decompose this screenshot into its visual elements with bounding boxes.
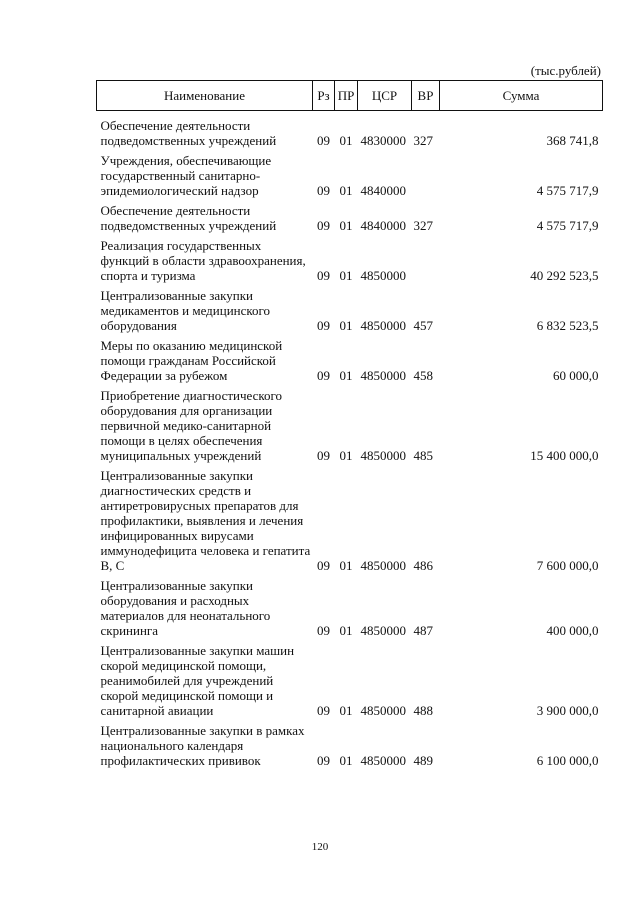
row-rz: 09 [317, 623, 330, 638]
table-row [97, 333, 603, 383]
row-csr: 4850000 [360, 268, 406, 283]
row-pr: 01 [339, 448, 353, 463]
header-row [97, 81, 603, 111]
row-vr: 486 [413, 558, 433, 573]
row-rz: 09 [317, 318, 330, 333]
table-row [97, 233, 603, 283]
row-sum: 7 600 000,0 [536, 558, 599, 573]
row-name: Учреждения, обеспечивающие государственный санитарно-эпидемиологический надзор [100, 153, 272, 198]
row-sum: 6 100 000,0 [536, 753, 599, 768]
row-rz: 09 [317, 218, 330, 233]
row-rz: 09 [317, 368, 330, 383]
row-sum: 40 292 523,5 [530, 268, 599, 283]
row-pr: 01 [339, 218, 353, 233]
row-csr: 4830000 [360, 133, 406, 148]
row-csr: 4850000 [360, 703, 406, 718]
row-rz: 09 [317, 753, 330, 768]
row-name: Приобретение диагностического оборудования для организации первичной медико-санитарной помощи в целях обеспечения муниципальных учреждений [100, 388, 283, 463]
header-vr: ВР [412, 81, 440, 111]
header-rz: Рз [313, 81, 335, 111]
row-vr: 489 [413, 753, 433, 768]
row-vr [412, 233, 440, 283]
table-row [97, 111, 603, 149]
table-row [97, 463, 603, 573]
table-row [97, 718, 603, 768]
table-row [97, 148, 603, 198]
row-sum: 3 900 000,0 [536, 703, 599, 718]
row-vr: 485 [413, 448, 433, 463]
row-vr: 488 [413, 703, 433, 718]
row-pr: 01 [339, 623, 353, 638]
row-sum: 400 000,0 [546, 623, 599, 638]
table-row [97, 198, 603, 233]
row-vr: 458 [413, 368, 433, 383]
row-vr: 327 [413, 133, 433, 148]
header-name: Наименование [97, 81, 313, 111]
table-row [97, 638, 603, 718]
table-row [97, 283, 603, 333]
row-name: Централизованные закупки в рамках национального календаря профилактических прививок [100, 723, 305, 768]
row-name: Централизованные закупки оборудования и расходных материалов для неонатального скрининга [100, 578, 271, 638]
row-name: Централизованные закупки машин скорой медицинской помощи, реанимобилей для учреждений скорой медицинской помощи и санитарной авиации [100, 643, 295, 718]
row-rz: 09 [317, 703, 330, 718]
row-pr: 01 [339, 133, 353, 148]
row-sum: 368 741,8 [546, 133, 599, 148]
header-sum: Сумма [440, 81, 603, 111]
row-pr: 01 [339, 558, 353, 573]
header-csr: ЦСР [358, 81, 412, 111]
row-csr: 4840000 [360, 183, 406, 198]
row-csr: 4850000 [360, 623, 406, 638]
table-row [97, 573, 603, 638]
row-name: Обеспечение деятельности подведомственных учреждений [100, 118, 277, 148]
row-rz: 09 [317, 183, 330, 198]
row-csr: 4840000 [360, 218, 406, 233]
page-number: 120 [311, 841, 329, 853]
row-rz: 09 [317, 268, 330, 283]
header-pr: ПР [335, 81, 358, 111]
row-rz: 09 [317, 448, 330, 463]
row-sum: 6 832 523,5 [536, 318, 599, 333]
row-pr: 01 [339, 703, 353, 718]
row-vr [412, 148, 440, 198]
row-pr: 01 [339, 183, 353, 198]
row-vr: 457 [413, 318, 433, 333]
row-name: Централизованные закупки медикаментов и медицинского оборудования [100, 288, 271, 333]
row-csr: 4850000 [360, 448, 406, 463]
table-row [97, 383, 603, 463]
row-pr: 01 [339, 753, 353, 768]
row-vr: 327 [413, 218, 433, 233]
row-sum: 60 000,0 [553, 368, 599, 383]
row-sum: 4 575 717,9 [536, 183, 599, 198]
row-csr: 4850000 [360, 318, 406, 333]
row-sum: 4 575 717,9 [536, 218, 599, 233]
row-csr: 4850000 [360, 558, 406, 573]
row-name: Централизованные закупки диагностических средств и антиретровирусных препаратов для профилактики, выявления и лечения инфицированных вирусами иммунодефицита человека и гепатита В, С [100, 468, 311, 573]
row-pr: 01 [339, 268, 353, 283]
row-rz: 09 [317, 558, 330, 573]
units-label: (тыс.рублей) [530, 63, 601, 78]
row-name: Реализация государственных функций в области здравоохранения, спорта и туризма [100, 238, 306, 283]
table-header [97, 81, 603, 111]
row-pr: 01 [339, 318, 353, 333]
row-csr: 4850000 [360, 753, 406, 768]
row-vr: 487 [413, 623, 433, 638]
row-name: Меры по оказанию медицинской помощи гражданам Российской Федерации за рубежом [100, 338, 283, 383]
row-name: Обеспечение деятельности подведомственных учреждений [100, 203, 277, 233]
row-csr: 4850000 [360, 368, 406, 383]
table-body [97, 111, 603, 769]
row-rz: 09 [317, 133, 330, 148]
row-pr: 01 [339, 368, 353, 383]
budget-table [96, 80, 603, 768]
row-sum: 15 400 000,0 [530, 448, 599, 463]
